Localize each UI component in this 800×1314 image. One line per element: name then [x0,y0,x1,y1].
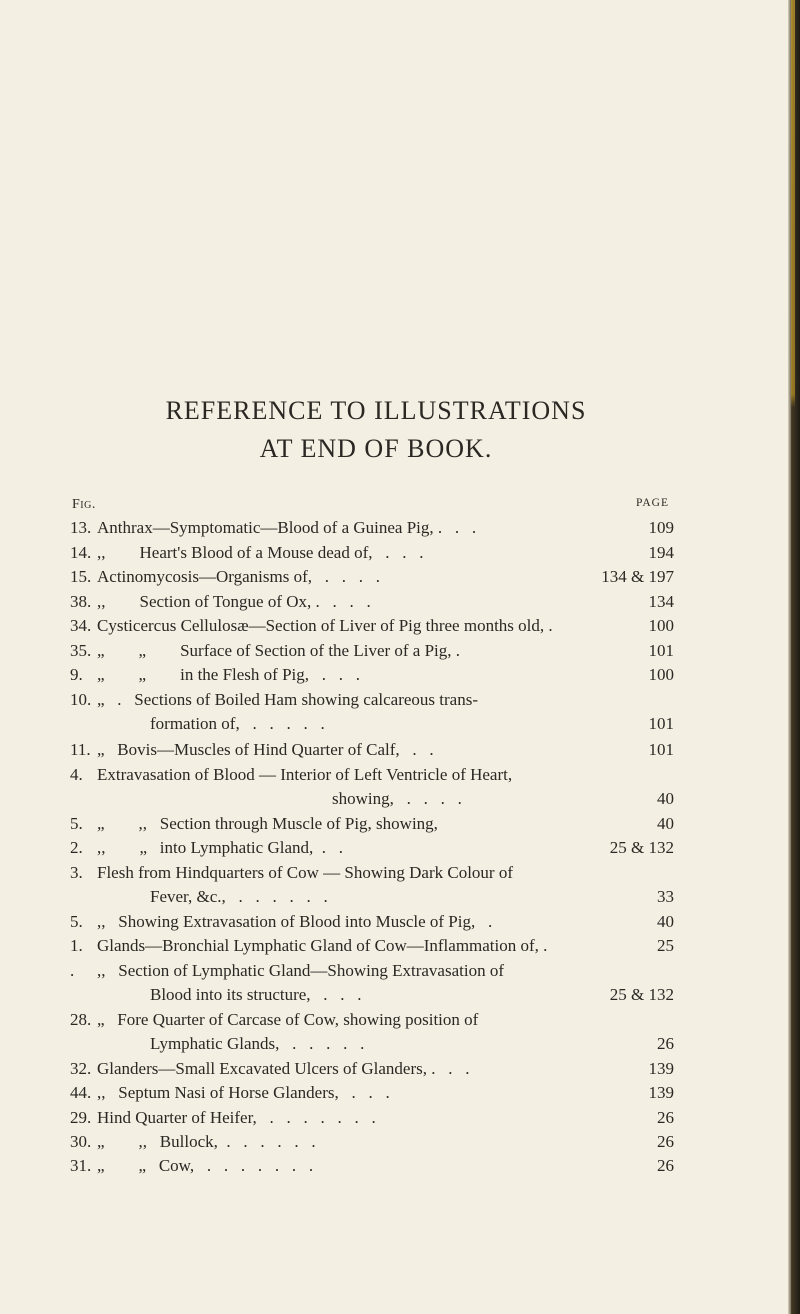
figure-description: „ Bovis—Muscles of Hind Quarter of Calf, . . [97,740,434,759]
figure-description: „ ,, Bullock, . . . . . . [97,1132,316,1151]
page-number: 139 [648,1083,674,1102]
figure-description: Glanders—Small Excavated Ulcers of Glanders, . . . [97,1059,470,1078]
figure-description: „ „ Cow, . . . . . . . [97,1156,314,1175]
page-number: 109 [648,518,674,537]
page-number: 139 [648,1059,674,1078]
page-number: 25 [657,936,674,955]
figure-description: ,, Heart's Blood of a Mouse dead of, . . . [97,543,424,562]
figure-number: 3. [70,863,83,882]
page-column-header: PAGE [636,497,669,509]
page-number: 100 [648,616,674,635]
figure-description: Actinomycosis—Organisms of, . . . . [97,567,381,586]
figure-description: „ „ in the Flesh of Pig, . . . [97,665,361,684]
page-number: 101 [648,641,674,660]
figure-description: „ „ Surface of Section of the Liver of a Pig, . [97,641,461,660]
page-number: 26 [657,1108,674,1127]
page-number: 101 [648,740,674,759]
figure-description: Lymphatic Glands, . . . . . [150,1034,365,1053]
figure-description: Extravasation of Blood — Interior of Left Ventricle of Heart, [97,765,513,784]
page-number: 134 & 197 [601,567,674,586]
figure-description: „ Fore Quarter of Carcase of Cow, showing position of [97,1010,479,1029]
figure-number: 15. [70,567,92,586]
page-number: 25 & 132 [609,985,674,1004]
figure-description: „ . Sections of Boiled Ham showing calcareous trans- [97,690,478,709]
page-subtitle: AT END OF BOOK. [259,434,493,463]
figure-description: Flesh from Hindquarters of Cow — Showing Dark Colour of [97,863,513,882]
figure-description: Fever, &c., . . . . . . [150,887,328,906]
page-edge-accent [791,0,795,1314]
figure-number: 34. [70,616,92,635]
figure-number: 1. [70,936,83,955]
figure-number: 28. [70,1010,92,1029]
figure-number: 9. [70,665,83,684]
page-number: 33 [657,887,674,906]
page-number: 134 [648,592,674,611]
page-number: 40 [657,789,674,808]
figure-number: 2. [70,838,83,857]
figure-number: 32. [70,1059,92,1078]
figure-description: showing, . . . . [332,789,462,808]
figure-number: . [70,961,75,980]
page-title: REFERENCE TO ILLUSTRATIONS [165,396,587,425]
figure-number: 35. [70,641,92,660]
figure-description: ,, Section of Lymphatic Gland—Showing Extravasation of [97,961,504,980]
figure-number: 30. [70,1132,92,1151]
figure-description: „ ,, Section through Muscle of Pig, showing, [97,814,438,833]
figure-number: 38. [70,592,92,611]
figure-description: Glands—Bronchial Lymphatic Gland of Cow—Inflammation of, . [97,936,548,955]
figure-number: 14. [70,543,92,562]
page-number: 26 [657,1034,674,1053]
figure-number: 29. [70,1108,92,1127]
figure-number: 5. [70,912,83,931]
page-number: 25 & 132 [609,838,674,857]
figure-description: Blood into its structure, . . . [150,985,362,1004]
page-number: 40 [657,814,674,833]
fig-column-header: Fig. [72,497,96,512]
page-number: 194 [648,543,674,562]
figure-number: 31. [70,1156,92,1175]
figure-description: Cysticercus Cellulosæ—Section of Liver of Pig three months old, . [97,616,553,635]
figure-description: ,, „ into Lymphatic Gland, . . [97,838,343,857]
figure-number: 13. [70,518,92,537]
figure-number: 5. [70,814,83,833]
figure-description: Anthrax—Symptomatic—Blood of a Guinea Pig, . . . [97,518,477,537]
figure-number: 11. [70,740,91,759]
figure-description: ,, Section of Tongue of Ox, . . . . [97,592,371,611]
page-number: 101 [648,714,674,733]
page-number: 26 [657,1156,674,1175]
figure-description: ,, Showing Extravasation of Blood into Muscle of Pig, . [97,912,493,931]
figure-number: 4. [70,765,83,784]
figure-number: 10. [70,690,92,709]
figure-description: Hind Quarter of Heifer, . . . . . . . [97,1108,376,1127]
page-number: 40 [657,912,674,931]
figure-description: formation of, . . . . . [150,714,325,733]
figure-number: 44. [70,1083,92,1102]
page-number: 26 [657,1132,674,1151]
figure-description: ,, Septum Nasi of Horse Glanders, . . . [97,1083,390,1102]
page-number: 100 [648,665,674,684]
